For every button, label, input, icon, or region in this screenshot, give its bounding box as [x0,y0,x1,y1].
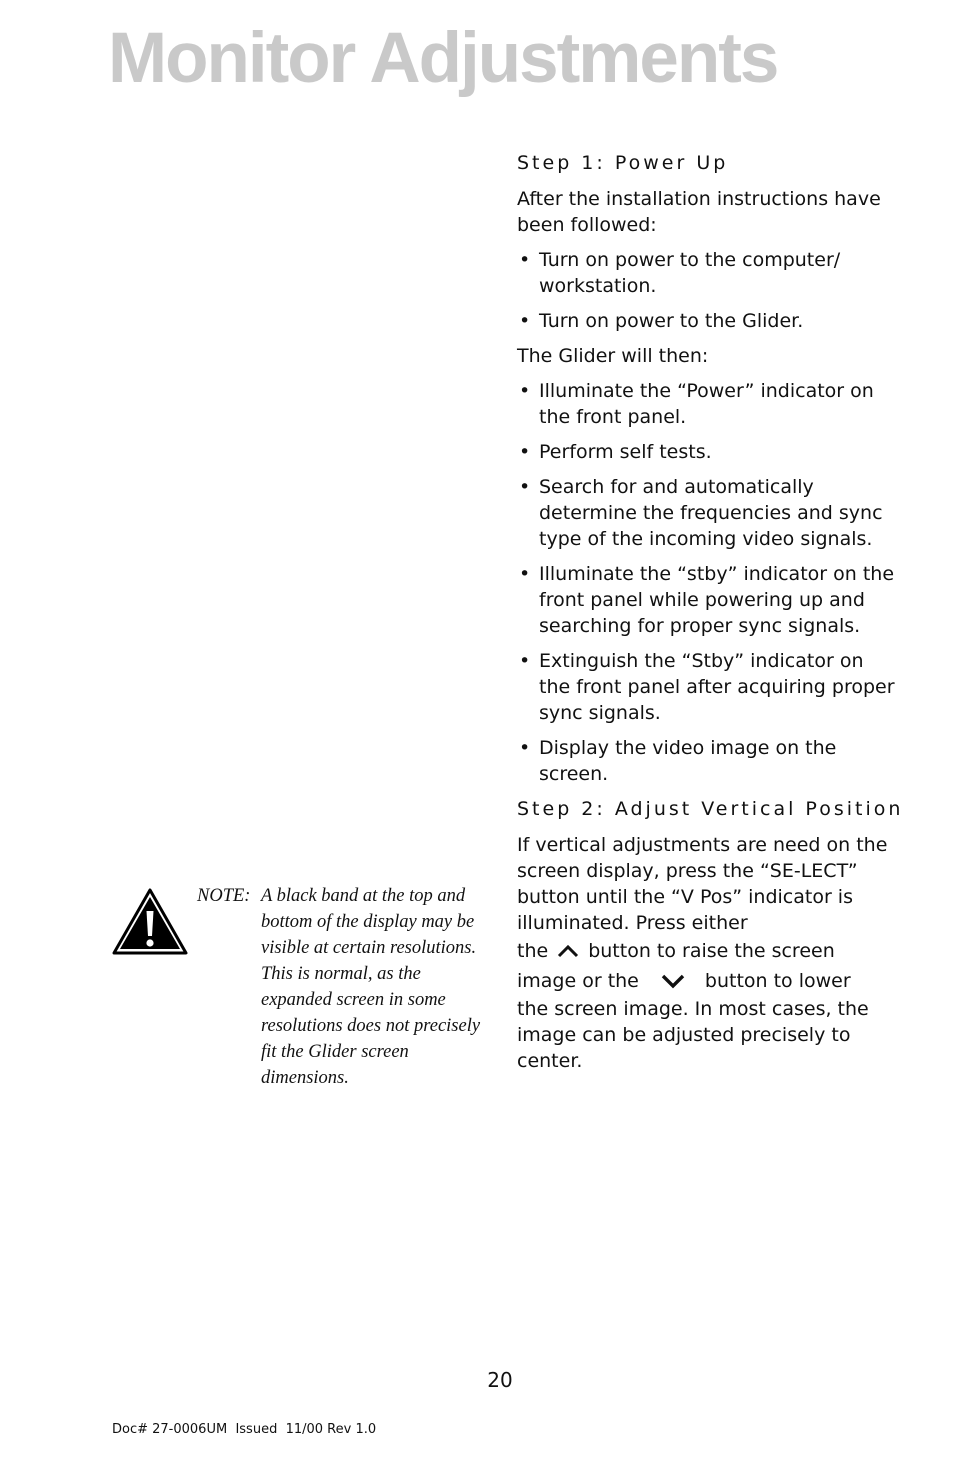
bullet-icon: • [519,563,531,585]
bullet-icon: • [519,737,531,759]
step2-heading: Step 2: Adjust Vertical Position [517,798,904,820]
note-label: NOTE: [197,886,251,906]
chevron-up-icon [556,943,580,959]
list-item: • Extinguish the “Stby” indicator on the front panel after acquiring proper sync signals. [519,650,895,724]
list-item: • Search for and automatically determine the frequencies and sync type of the incoming video signals. [519,476,883,550]
list-item: • Illuminate the “Power” indicator on the front panel. [519,380,874,428]
page-number: 20 [487,1368,513,1392]
list-item: • Turn on power to the Glider. [519,310,804,332]
list-item: • Turn on power to the computer/ workstation. [519,249,841,297]
bullet-icon: • [519,441,531,463]
step1-result-list [517,378,897,787]
list-item: • Perform self tests. [519,441,712,463]
instructions-column [517,150,904,1074]
step2-end: the screen image. In most cases, the image can be adjusted precisely to center. [517,998,869,1072]
step2-intro: If vertical adjustments are need on the screen display, press the “SE-LECT” button until the “V Pos” indicator is illuminated. Press either [517,834,888,934]
bullet-icon: • [519,650,531,672]
step1-heading: Step 1: Power Up [517,152,729,174]
warning-icon [111,887,189,957]
step1-action-list [517,247,897,334]
bullet-icon: • [519,380,531,402]
bullet-icon: • [519,310,531,332]
page-title: Monitor Adjustments [108,19,778,98]
step2-down-line: image or the button to lower [517,970,851,992]
note-block [197,883,489,1091]
chevron-down-icon [647,973,697,989]
step2-up-line: the button to raise the screen [517,940,835,962]
bullet-icon: • [519,476,531,498]
note-text: A black band at the top and bottom of the display may be visible at certain resolutions. This is normal, as the expanded screen in some resolutions does not precisely fit the Glider screen dimensions. [261,886,481,1088]
doc-info: Doc# 27-0006UM Issued 11/00 Rev 1.0 [112,1422,377,1437]
list-item: • Illuminate the “stby” indicator on the front panel while powering up and searching for proper sync signals. [519,563,895,637]
step1-then-label: The Glider will then: [517,345,709,367]
step2-body [517,832,897,1074]
list-item: • Display the video image on the screen. [519,737,837,785]
step1-intro: After the installation instructions have been followed: [517,188,881,236]
bullet-icon: • [519,249,531,271]
